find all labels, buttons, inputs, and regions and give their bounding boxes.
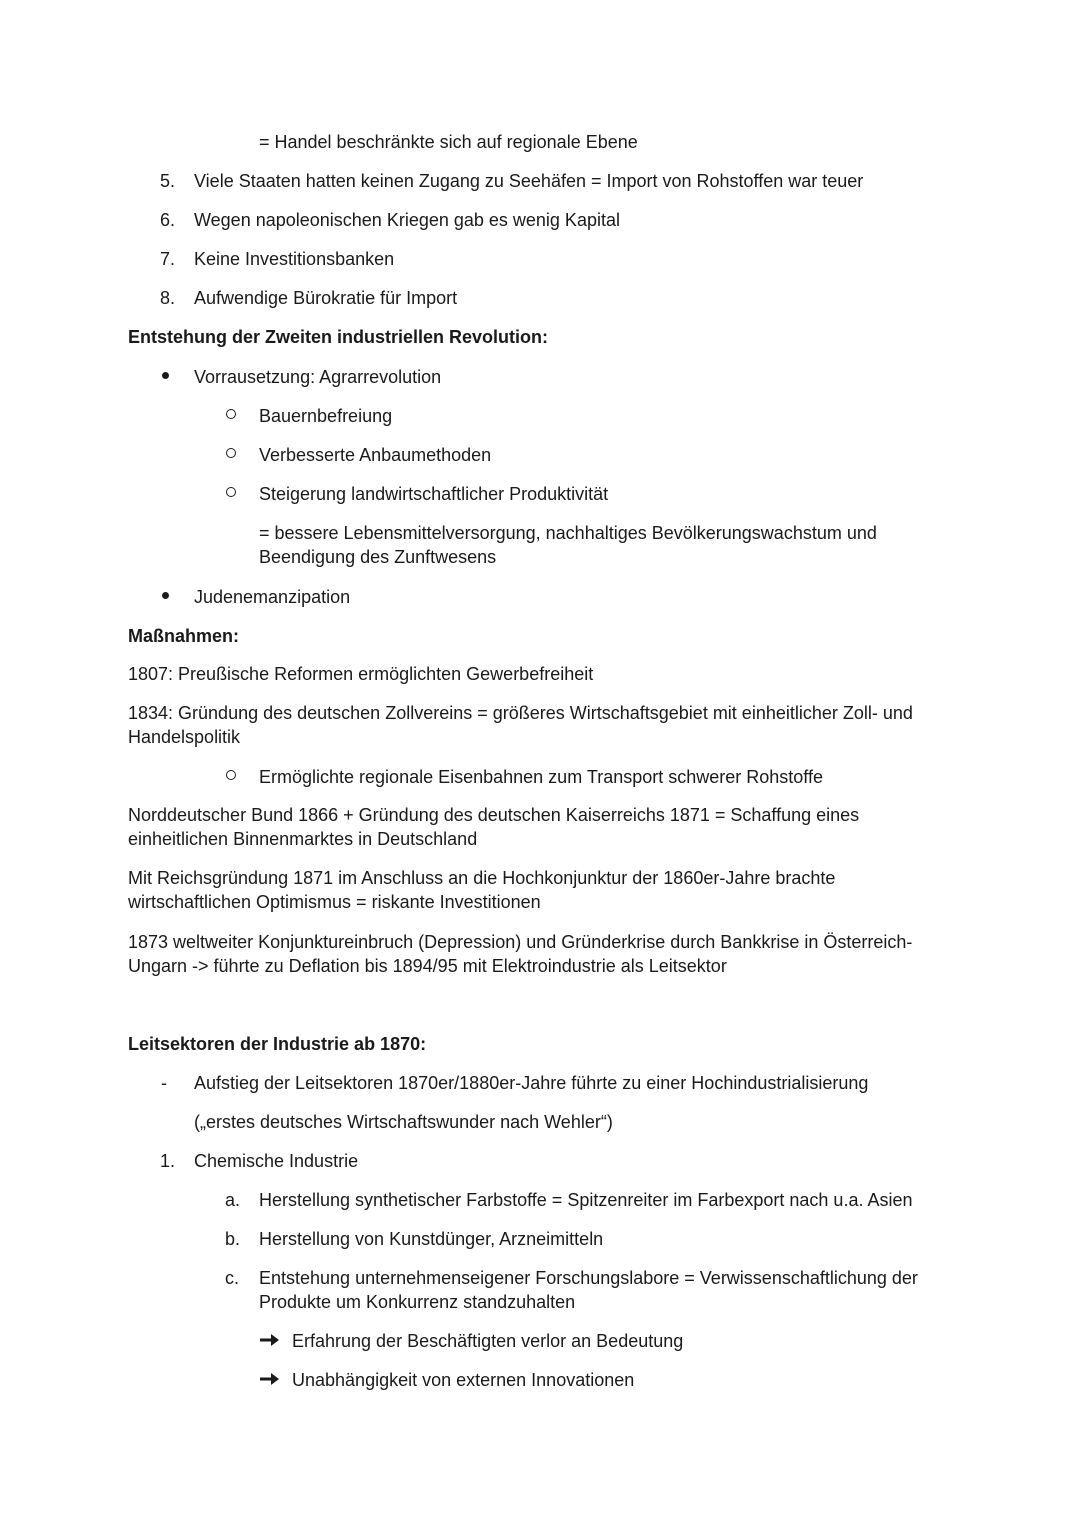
list-item: Wegen napoleonischen Kriegen gab es wenig Kapital: [194, 210, 620, 230]
circle-bullet-icon: [226, 770, 236, 780]
list-item: Aufwendige Bürokratie für Import: [194, 288, 458, 308]
paragraph: Mit Reichsgründung 1871 im Anschluss an die Hochkonjunktur der 1860er-Jahre brachte wirtschaftlichen Optimismus = riskante Investitionen: [128, 868, 836, 912]
bullet-item: Judenemanzipation: [194, 587, 351, 607]
circle-bullet-icon: [226, 448, 236, 458]
dash-marker: -: [161, 1073, 167, 1093]
circle-bullet-icon: [226, 409, 236, 419]
sub-bullet-item: Steigerung landwirtschaftlicher Produktivität: [259, 484, 609, 504]
bullet-icon: [162, 372, 169, 379]
letter-marker: c.: [225, 1268, 240, 1288]
sub-bullet-item: Bauernbefreiung: [259, 406, 393, 426]
letter-item: Herstellung von Kunstdünger, Arzneimitteln: [259, 1229, 604, 1249]
section-heading: Maßnahmen:: [128, 626, 240, 646]
arrow-right-icon: [259, 1333, 281, 1347]
list-number: 6.: [160, 210, 176, 230]
paragraph: 1873 weltweiter Konjunktureinbruch (Depression) und Gründerkrise durch Bankkrise in Österreich-Ungarn -> führte zu Deflation bis 1894/95 mit Elektroindustrie als Leitsektor: [128, 932, 913, 976]
list-item: Viele Staaten hatten keinen Zugang zu Seehäfen = Import von Rohstoffen war teuer: [194, 171, 864, 191]
list-item: Chemische Industrie: [194, 1151, 359, 1171]
bullet-item: Vorrausetzung: Agrarrevolution: [194, 367, 442, 387]
list-number: 1.: [160, 1151, 176, 1171]
arrow-item: Erfahrung der Beschäftigten verlor an Bedeutung: [292, 1331, 684, 1351]
dash-item-quote: („erstes deutsches Wirtschaftswunder nach Wehler“): [194, 1112, 613, 1132]
arrow-right-icon: [259, 1372, 281, 1386]
letter-marker: b.: [225, 1229, 241, 1249]
letter-marker: a.: [225, 1190, 241, 1210]
bullet-icon: [162, 592, 169, 599]
paragraph: Norddeutscher Bund 1866 + Gründung des deutschen Kaiserreichs 1871 = Schaffung eines einheitlichen Binnenmarktes in Deutschland: [128, 805, 860, 849]
continuation-line: = Handel beschränkte sich auf regionale Ebene: [259, 132, 638, 152]
sub-bullet-item: Ermöglichte regionale Eisenbahnen zum Transport schwerer Rohstoffe: [259, 767, 823, 787]
dash-item: Aufstieg der Leitsektoren 1870er/1880er-Jahre führte zu einer Hochindustrialisierung: [194, 1073, 869, 1093]
list-item: Keine Investitionsbanken: [194, 249, 395, 269]
paragraph: 1834: Gründung des deutschen Zollvereins = größeres Wirtschaftsgebiet mit einheitlicher Zoll- und Handelspolitik: [128, 703, 913, 747]
sub-bullet-item: Verbesserte Anbaumethoden: [259, 445, 492, 465]
list-number: 8.: [160, 288, 176, 308]
letter-item: Herstellung synthetischer Farbstoffe = Spitzenreiter im Farbexport nach u.a. Asien: [259, 1190, 913, 1210]
section-heading: Leitsektoren der Industrie ab 1870:: [128, 1034, 427, 1054]
sub-bullet-note: = bessere Lebensmittelversorgung, nachhaltiges Bevölkerungswachstum und Beendigung des Zunftwesens: [259, 523, 877, 567]
section-heading: Entstehung der Zweiten industriellen Revolution:: [128, 327, 549, 347]
list-number: 7.: [160, 249, 176, 269]
arrow-item: Unabhängigkeit von externen Innovationen: [292, 1370, 635, 1390]
letter-item: Entstehung unternehmenseigener Forschungslabore = Verwissenschaftlichung der Produkte um Konkurrenz standzuhalten: [259, 1268, 918, 1312]
paragraph: 1807: Preußische Reformen ermöglichten Gewerbefreiheit: [128, 664, 594, 684]
circle-bullet-icon: [226, 487, 236, 497]
list-number: 5.: [160, 171, 176, 191]
